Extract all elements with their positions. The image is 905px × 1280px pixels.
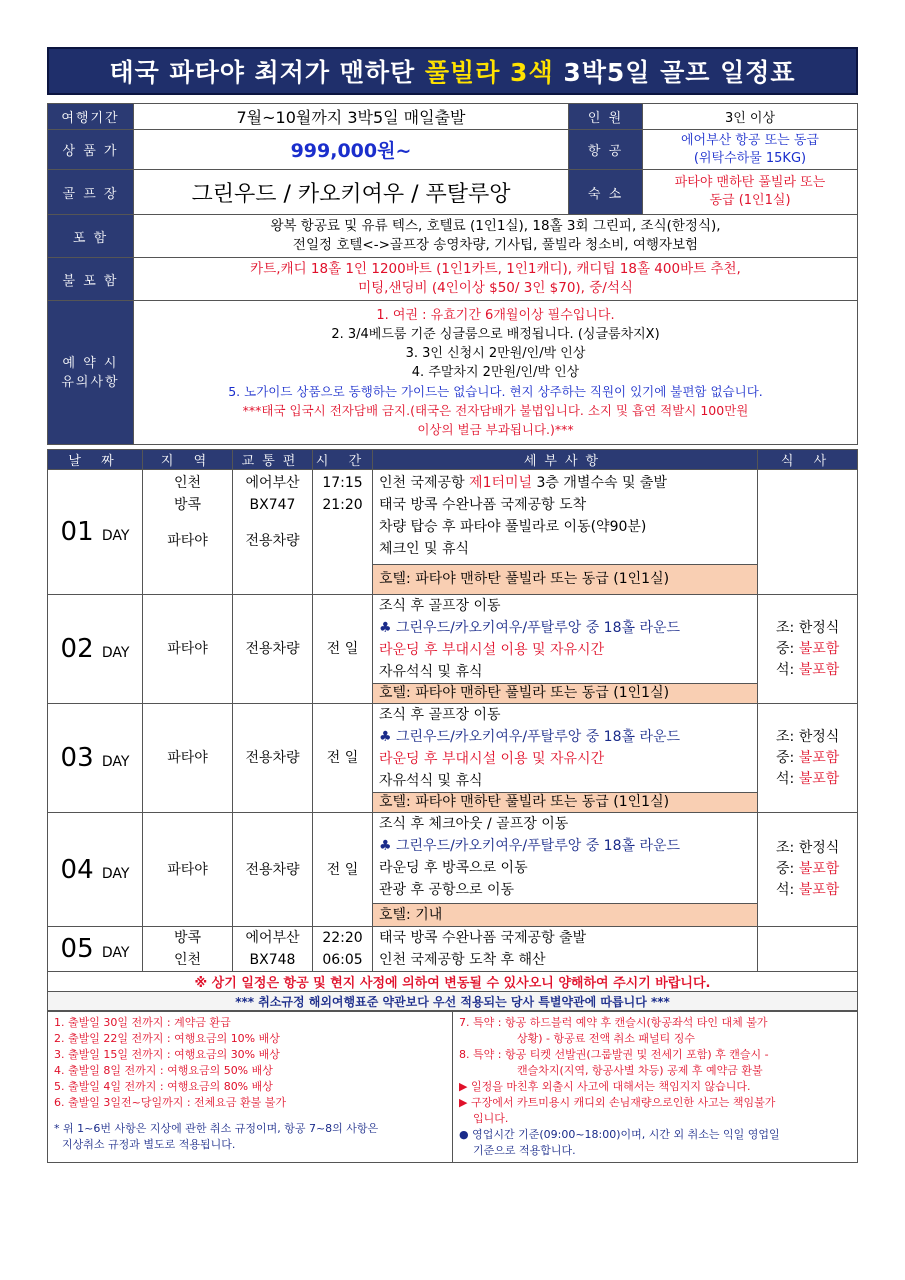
time-cell: 전 일	[313, 595, 373, 704]
region-1: 방콕	[173, 930, 202, 946]
meal-value: 불포함	[798, 861, 840, 877]
day-row-1	[48, 470, 858, 595]
golf-round-line: ♣ 그린우드/카오키여우/푸탈루앙 중 18홀 라운드	[379, 729, 681, 745]
day-label	[48, 704, 143, 813]
region-3: 파타야	[167, 533, 208, 549]
air-value	[643, 130, 858, 170]
cancellation-policy-title: *** 취소규정 해외여행표준 약관보다 우선 적용되는 당사 특별약관에 따릅니다 ***	[48, 992, 858, 1011]
meal-dinner	[776, 660, 853, 681]
policy-left	[48, 1012, 453, 1163]
day-number: 04	[60, 854, 94, 885]
notice-line-4: 4. 주말차지 2만원/인/박 인상	[411, 365, 580, 380]
day-label	[48, 927, 143, 972]
hotel-info: 호텔: 파타야 맨하탄 풀빌라 또는 동급 (1인1실)	[373, 683, 757, 703]
meal-key: 조:	[776, 728, 799, 745]
region-cell	[143, 927, 233, 972]
hotel-line-2: 동급 (1인1실)	[709, 193, 791, 208]
detail-line: 조식 후 골프장 이동	[379, 598, 501, 614]
hotel-value	[643, 170, 858, 215]
price-label: 상 품 가	[48, 130, 134, 170]
notice-line-3: 3. 3인 신청시 2만원/인/박 인상	[405, 346, 586, 361]
day-number: 05	[60, 934, 94, 964]
meal-key: 석:	[776, 661, 799, 678]
day-unit: DAY	[101, 754, 130, 770]
people-value: 3인 이상	[643, 104, 858, 130]
region-1: 인천	[173, 475, 202, 491]
header-time: 시 간	[313, 450, 373, 470]
meal-key: 조:	[776, 840, 799, 856]
day-row-5	[48, 927, 858, 972]
region-2: 방콕	[173, 497, 202, 513]
transport-3: 전용차량	[245, 533, 300, 549]
meal-value: 불포함	[798, 749, 840, 766]
day-number: 01	[60, 517, 94, 547]
time-cell	[313, 927, 373, 972]
exclude-line-2: 미팅,샌딩비 (4인이상 $50/ 3인 $70), 중/석식	[358, 280, 633, 296]
page-title	[47, 47, 858, 95]
policy-item: 4. 출발일 8일 전까지 : 여행요금의 50% 배상	[54, 1064, 273, 1077]
day-unit: DAY	[101, 528, 130, 544]
detail-line: 라운딩 후 부대시설 이용 및 자유시간	[379, 642, 605, 658]
info-table	[47, 103, 858, 445]
policy-item: 3. 출발일 15일 전까지 : 여행요금의 30% 배상	[54, 1048, 280, 1061]
golf-round-line: ♣ 그린우드/카오키여우/푸탈루앙 중 18홀 라운드	[379, 620, 681, 636]
exclude-value	[134, 258, 858, 301]
meal-lunch	[776, 639, 853, 660]
title-text: 태국 파타야 최저가 맨하탄	[109, 58, 425, 87]
detail-cell	[373, 470, 758, 595]
transport-2: BX748	[249, 952, 296, 968]
meal-value: 불포함	[798, 640, 840, 657]
title-highlight: 풀빌라 3색	[424, 58, 554, 87]
notice-label-2: 유의사항	[61, 374, 120, 390]
meal-cell	[758, 813, 858, 927]
people-label: 인 원	[569, 104, 643, 130]
day-number: 02	[60, 634, 94, 664]
transport-cell: 전용차량	[233, 704, 313, 813]
time-2: 06:05	[322, 952, 363, 968]
detail-line: 자유석식 및 휴식	[379, 664, 483, 680]
air-line-1: 에어부산 항공 또는 동급	[681, 132, 819, 148]
day-label	[48, 595, 143, 704]
detail-line: 관광 후 공항으로 이동	[379, 882, 515, 898]
policy-bullet: 입니다.	[473, 1112, 509, 1125]
meal-breakfast	[776, 618, 853, 639]
notice-line-7: 이상의 벌금 부과됩니다.)***	[417, 422, 574, 437]
transport-cell: 전용차량	[233, 813, 313, 927]
day-label	[48, 813, 143, 927]
detail-cell	[373, 813, 758, 927]
meal-key: 중:	[776, 640, 799, 657]
policy-item: 상황) - 항공료 전액 취소 패널티 징수	[517, 1032, 696, 1045]
transport-1: 에어부산	[245, 475, 300, 491]
meal-key: 석:	[776, 882, 799, 898]
policy-item: 5. 출발일 4일 전까지 : 여행요금의 80% 배상	[54, 1080, 273, 1093]
transport-cell	[233, 470, 313, 595]
notice-value	[134, 301, 858, 445]
meal-key: 중:	[776, 749, 799, 766]
policy-item: 캔슬차지(지역, 항공사별 차등) 공제 후 예약금 환불	[517, 1064, 763, 1077]
detail-line: 조식 후 체크아웃 / 골프장 이동	[379, 816, 569, 832]
header-detail: 세부사항	[373, 450, 758, 470]
schedule-table	[47, 449, 858, 1011]
policy-item: 6. 출발일 3일전~당일까지 : 전체요금 환불 불가	[54, 1096, 287, 1109]
time-1: 17:15	[322, 475, 363, 491]
detail-line: 라운딩 후 방콕으로 이동	[379, 860, 528, 876]
golf-label: 골 프 장	[48, 170, 134, 215]
period-value: 7월~10월까지 3박5일 매일출발	[134, 104, 569, 130]
day-row-3	[48, 704, 858, 813]
detail-line: 차량 탑승 후 파타야 풀빌라로 이동(약90분)	[379, 519, 647, 535]
header-date: 날 짜	[48, 450, 143, 470]
meal-breakfast	[776, 727, 853, 748]
include-label: 포 함	[48, 215, 134, 258]
price-value: 999,000원~	[134, 130, 569, 170]
notice-line-6: ***태국 입국시 전자담배 금지.(태국은 전자담배가 불법입니다. 소지 및 흡연 적발시 100만원	[242, 403, 749, 418]
time-2: 21:20	[322, 497, 363, 513]
policy-bullet: ▶ 구장에서 카트미용시 캐디외 손님재량으로인한 사고는 책임불가	[459, 1096, 776, 1109]
policy-note: 지상취소 규정과 별도로 적용됩니다.	[62, 1138, 236, 1151]
header-meal: 식 사	[758, 450, 858, 470]
meal-key: 중:	[776, 861, 799, 877]
include-value	[134, 215, 858, 258]
air-line-2: (위탁수하물 15KG)	[693, 150, 807, 166]
meal-lunch	[776, 748, 853, 769]
include-line-2: 전일정 호텔<->골프장 송영차량, 기사팁, 풀빌라 청소비, 여행자보험	[292, 237, 699, 253]
region-cell: 파타야	[143, 704, 233, 813]
notice-line-1: 1. 여권 : 유효기간 6개월이상 필수입니다.	[376, 308, 615, 323]
day-row-2	[48, 595, 858, 704]
header-transport: 교통편	[233, 450, 313, 470]
detail-line: 체크인 및 휴식	[379, 541, 470, 557]
region-2: 인천	[173, 952, 202, 968]
detail-line: 자유석식 및 휴식	[379, 773, 483, 789]
policy-item: 1. 출발일 30일 전까지 : 계약금 환급	[54, 1016, 231, 1029]
detail-cell	[373, 704, 758, 813]
detail-cell	[373, 927, 758, 972]
detail-text: 3층 개별수속 및 출발	[532, 475, 667, 491]
policy-bullet: ● 영업시간 기준(09:00~18:00)이며, 시간 외 취소는 익일 영업일	[459, 1128, 780, 1141]
exclude-label: 불 포 함	[48, 258, 134, 301]
exclude-line-1: 카트,캐디 18홀 1인 1200바트 (1인1카트, 1인1캐디), 캐디팁 18홀 400바트 추천,	[250, 261, 741, 277]
day-number: 03	[60, 743, 94, 773]
meal-value: 불포함	[798, 661, 840, 678]
detail-line: 라운딩 후 부대시설 이용 및 자유시간	[379, 751, 605, 767]
meal-cell	[758, 595, 858, 704]
itinerary-document	[47, 47, 858, 1163]
day-label	[48, 470, 143, 595]
policy-item: 7. 특약 : 항공 하드블럭 예약 후 캔슬시(항공좌석 타인 대체 불가	[459, 1016, 768, 1029]
meal-value: 한정식	[798, 728, 840, 745]
time-1: 22:20	[322, 930, 363, 946]
region-cell: 파타야	[143, 813, 233, 927]
meal-value: 불포함	[798, 882, 840, 898]
period-label: 여행기간	[48, 104, 134, 130]
meal-dinner	[776, 769, 853, 790]
meal-cell	[758, 927, 858, 972]
time-cell	[313, 470, 373, 595]
policy-bullet: 기준으로 적용합니다.	[473, 1144, 576, 1157]
transport-cell	[233, 927, 313, 972]
notice-label-1: 예 약 시	[62, 355, 119, 371]
meal-breakfast	[776, 838, 853, 859]
hotel-info: 호텔: 파타야 맨하탄 풀빌라 또는 동급 (1인1실)	[373, 792, 757, 812]
detail-line: 조식 후 골프장 이동	[379, 707, 501, 723]
day-unit: DAY	[101, 945, 130, 961]
policy-item: 2. 출발일 22일 전까지 : 여행요금의 10% 배상	[54, 1032, 280, 1045]
transport-1: 에어부산	[245, 930, 300, 946]
transport-cell: 전용차량	[233, 595, 313, 704]
hotel-line-1: 파타야 맨하탄 풀빌라 또는	[674, 175, 826, 190]
transport-2: BX747	[249, 497, 296, 513]
policy-bullet: ▶ 일정을 마친후 외출시 사고에 대해서는 책임지지 않습니다.	[459, 1080, 751, 1093]
notice-line-2: 2. 3/4베드룸 기준 싱글룸으로 배정됩니다. (싱글룸차지X)	[331, 327, 660, 342]
detail-line: 태국 방콕 수완나폼 국제공항 출발	[379, 930, 587, 946]
meal-dinner	[776, 880, 853, 901]
time-cell: 전 일	[313, 813, 373, 927]
policy-item: 8. 특약 : 항공 티켓 선발권(그룹발권 및 전세기 포함) 후 캔슬시 -	[459, 1048, 769, 1061]
region-cell: 파타야	[143, 595, 233, 704]
schedule-change-note: ※ 상기 일정은 항공 및 현지 사정에 의하여 변동될 수 있사오니 양해하여 주시기 바랍니다.	[48, 972, 858, 992]
include-line-1: 왕복 항공료 및 유류 텍스, 호텔료 (1인1실), 18홀 3회 그린피, 조식(한정식),	[270, 218, 721, 234]
meal-key: 석:	[776, 770, 799, 787]
policy-note: * 위 1~6번 사항은 지상에 관한 취소 규정이며, 항공 7~8의 사항은	[54, 1122, 379, 1135]
terminal-text: 제1터미널	[469, 475, 533, 491]
day-unit: DAY	[101, 645, 130, 661]
day-row-4	[48, 813, 858, 927]
hotel-info: 호텔: 기내	[373, 903, 757, 926]
hotel-info: 호텔: 파타야 맨하탄 풀빌라 또는 동급 (1인1실)	[373, 564, 757, 594]
detail-line	[373, 472, 757, 494]
hotel-label: 숙 소	[569, 170, 643, 215]
golf-round-line: ♣ 그린우드/카오키여우/푸탈루앙 중 18홀 라운드	[379, 838, 681, 854]
detail-text: 인천 국제공항	[379, 475, 470, 491]
meal-value: 한정식	[798, 619, 840, 636]
region-cell	[143, 470, 233, 595]
day-unit: DAY	[101, 865, 130, 882]
meal-value: 한정식	[798, 840, 840, 856]
notice-line-5: 5. 노가이드 상품으로 동행하는 가이드는 없습니다. 현지 상주하는 직원이 있기에 불편함 없습니다.	[228, 384, 763, 399]
detail-cell	[373, 595, 758, 704]
air-label: 항 공	[569, 130, 643, 170]
detail-line: 태국 방콕 수완나폼 국제공항 도착	[379, 497, 587, 513]
meal-lunch	[776, 859, 853, 880]
time-cell: 전 일	[313, 704, 373, 813]
golf-value: 그린우드 / 카오키여우 / 푸탈루앙	[134, 170, 569, 215]
title-text-end: 3박5일 골프 일정표	[553, 58, 796, 87]
cancellation-policy-table	[47, 1011, 858, 1163]
notice-label	[48, 301, 134, 445]
meal-key: 조:	[776, 619, 799, 636]
meal-cell	[758, 470, 858, 595]
header-region: 지 역	[143, 450, 233, 470]
meal-cell	[758, 704, 858, 813]
meal-value: 불포함	[798, 770, 840, 787]
policy-right	[453, 1012, 858, 1163]
detail-line: 인천 국제공항 도착 후 해산	[379, 952, 546, 968]
